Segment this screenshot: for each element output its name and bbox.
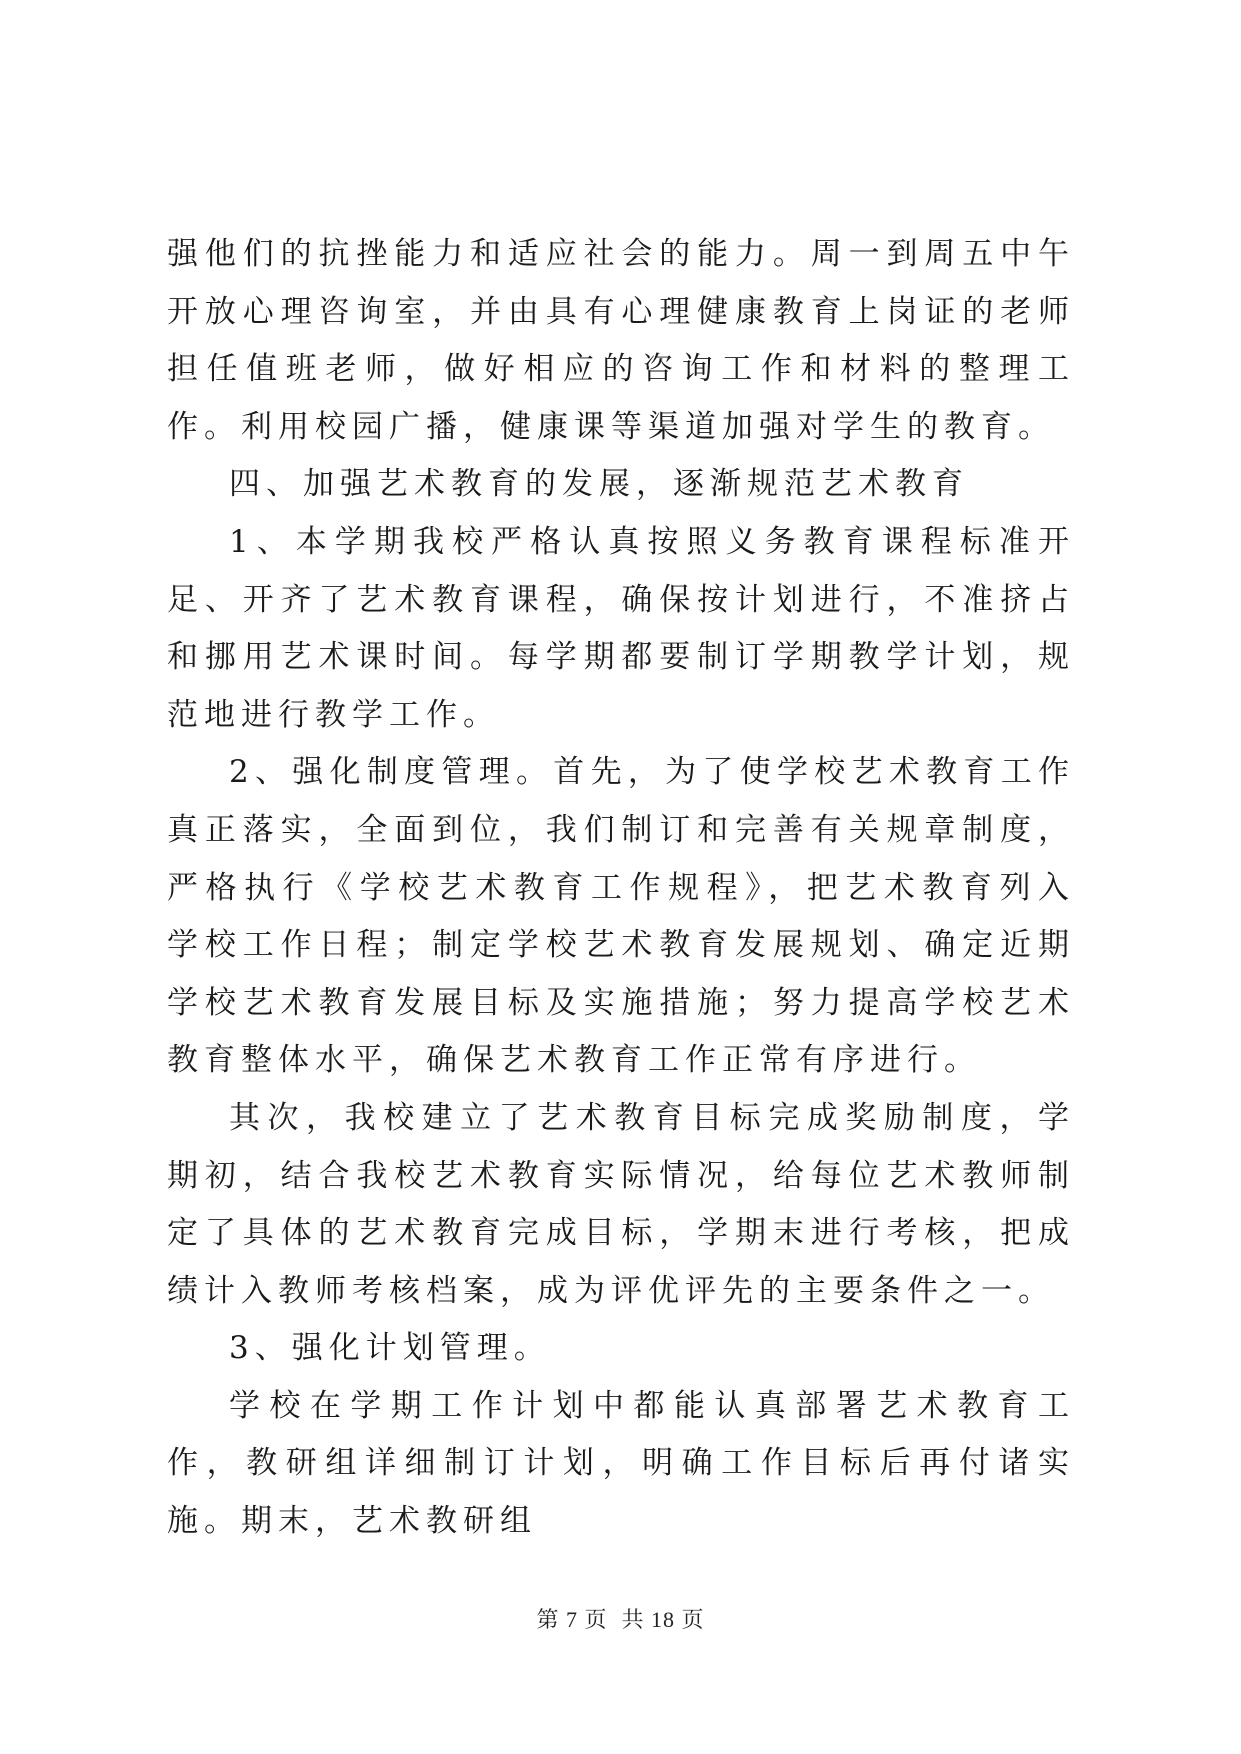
paragraph: 强他们的抗挫能力和适应社会的能力。周一到周五中午开放心理咨询室，并由具有心理健康教育上岗证的老师担任值班老师，做好相应的咨询工作和材料的整理工作。利用校园广播，健康课等渠道加强对学生的教育。: [167, 236, 1075, 445]
page-footer: [0, 1603, 1241, 1634]
paragraph: 其次，我校建立了艺术教育目标完成奖励制度，学期初，结合我校艺术教育实际情况，给每位艺术教师制定了具体的艺术教育完成目标，学期末进行考核，把成绩计入教师考核档案，成为评优评先的主要条件之一。: [167, 1099, 1075, 1309]
subsection-heading: 3、强化计划管理。: [229, 1330, 551, 1367]
paragraph: 学校在学期工作计划中都能认真部署艺术教育工作，教研组详细制订计划，明确工作目标后再付诸实施。期末，艺术教研组: [167, 1387, 1075, 1540]
paragraph: 1、本学期我校严格认真按照义务教育课程标准开足、开齐了艺术教育课程，确保按计划进行，不准挤占和挪用艺术课时间。每学期都要制订学期教学计划，规范地进行教学工作。: [167, 523, 1075, 733]
page-total: 共 18 页: [621, 1607, 705, 1632]
section-heading: 四、加强艺术教育的发展，逐渐规范艺术教育: [229, 466, 969, 503]
document-body: [167, 226, 1075, 1551]
paragraph: 2、强化制度管理。首先，为了使学校艺术教育工作真正落实，全面到位，我们制订和完善有关规章制度，严格执行《学校艺术教育工作规程》，把艺术教育列入学校工作日程；制定学校艺术教育发展规划、确定近期学校艺术教育发展目标及实施措施；努力提高学校艺术教育整体水平，确保艺术教育工作正常有序进行。: [167, 754, 1075, 1079]
page-number: 第 7 页: [536, 1607, 608, 1632]
